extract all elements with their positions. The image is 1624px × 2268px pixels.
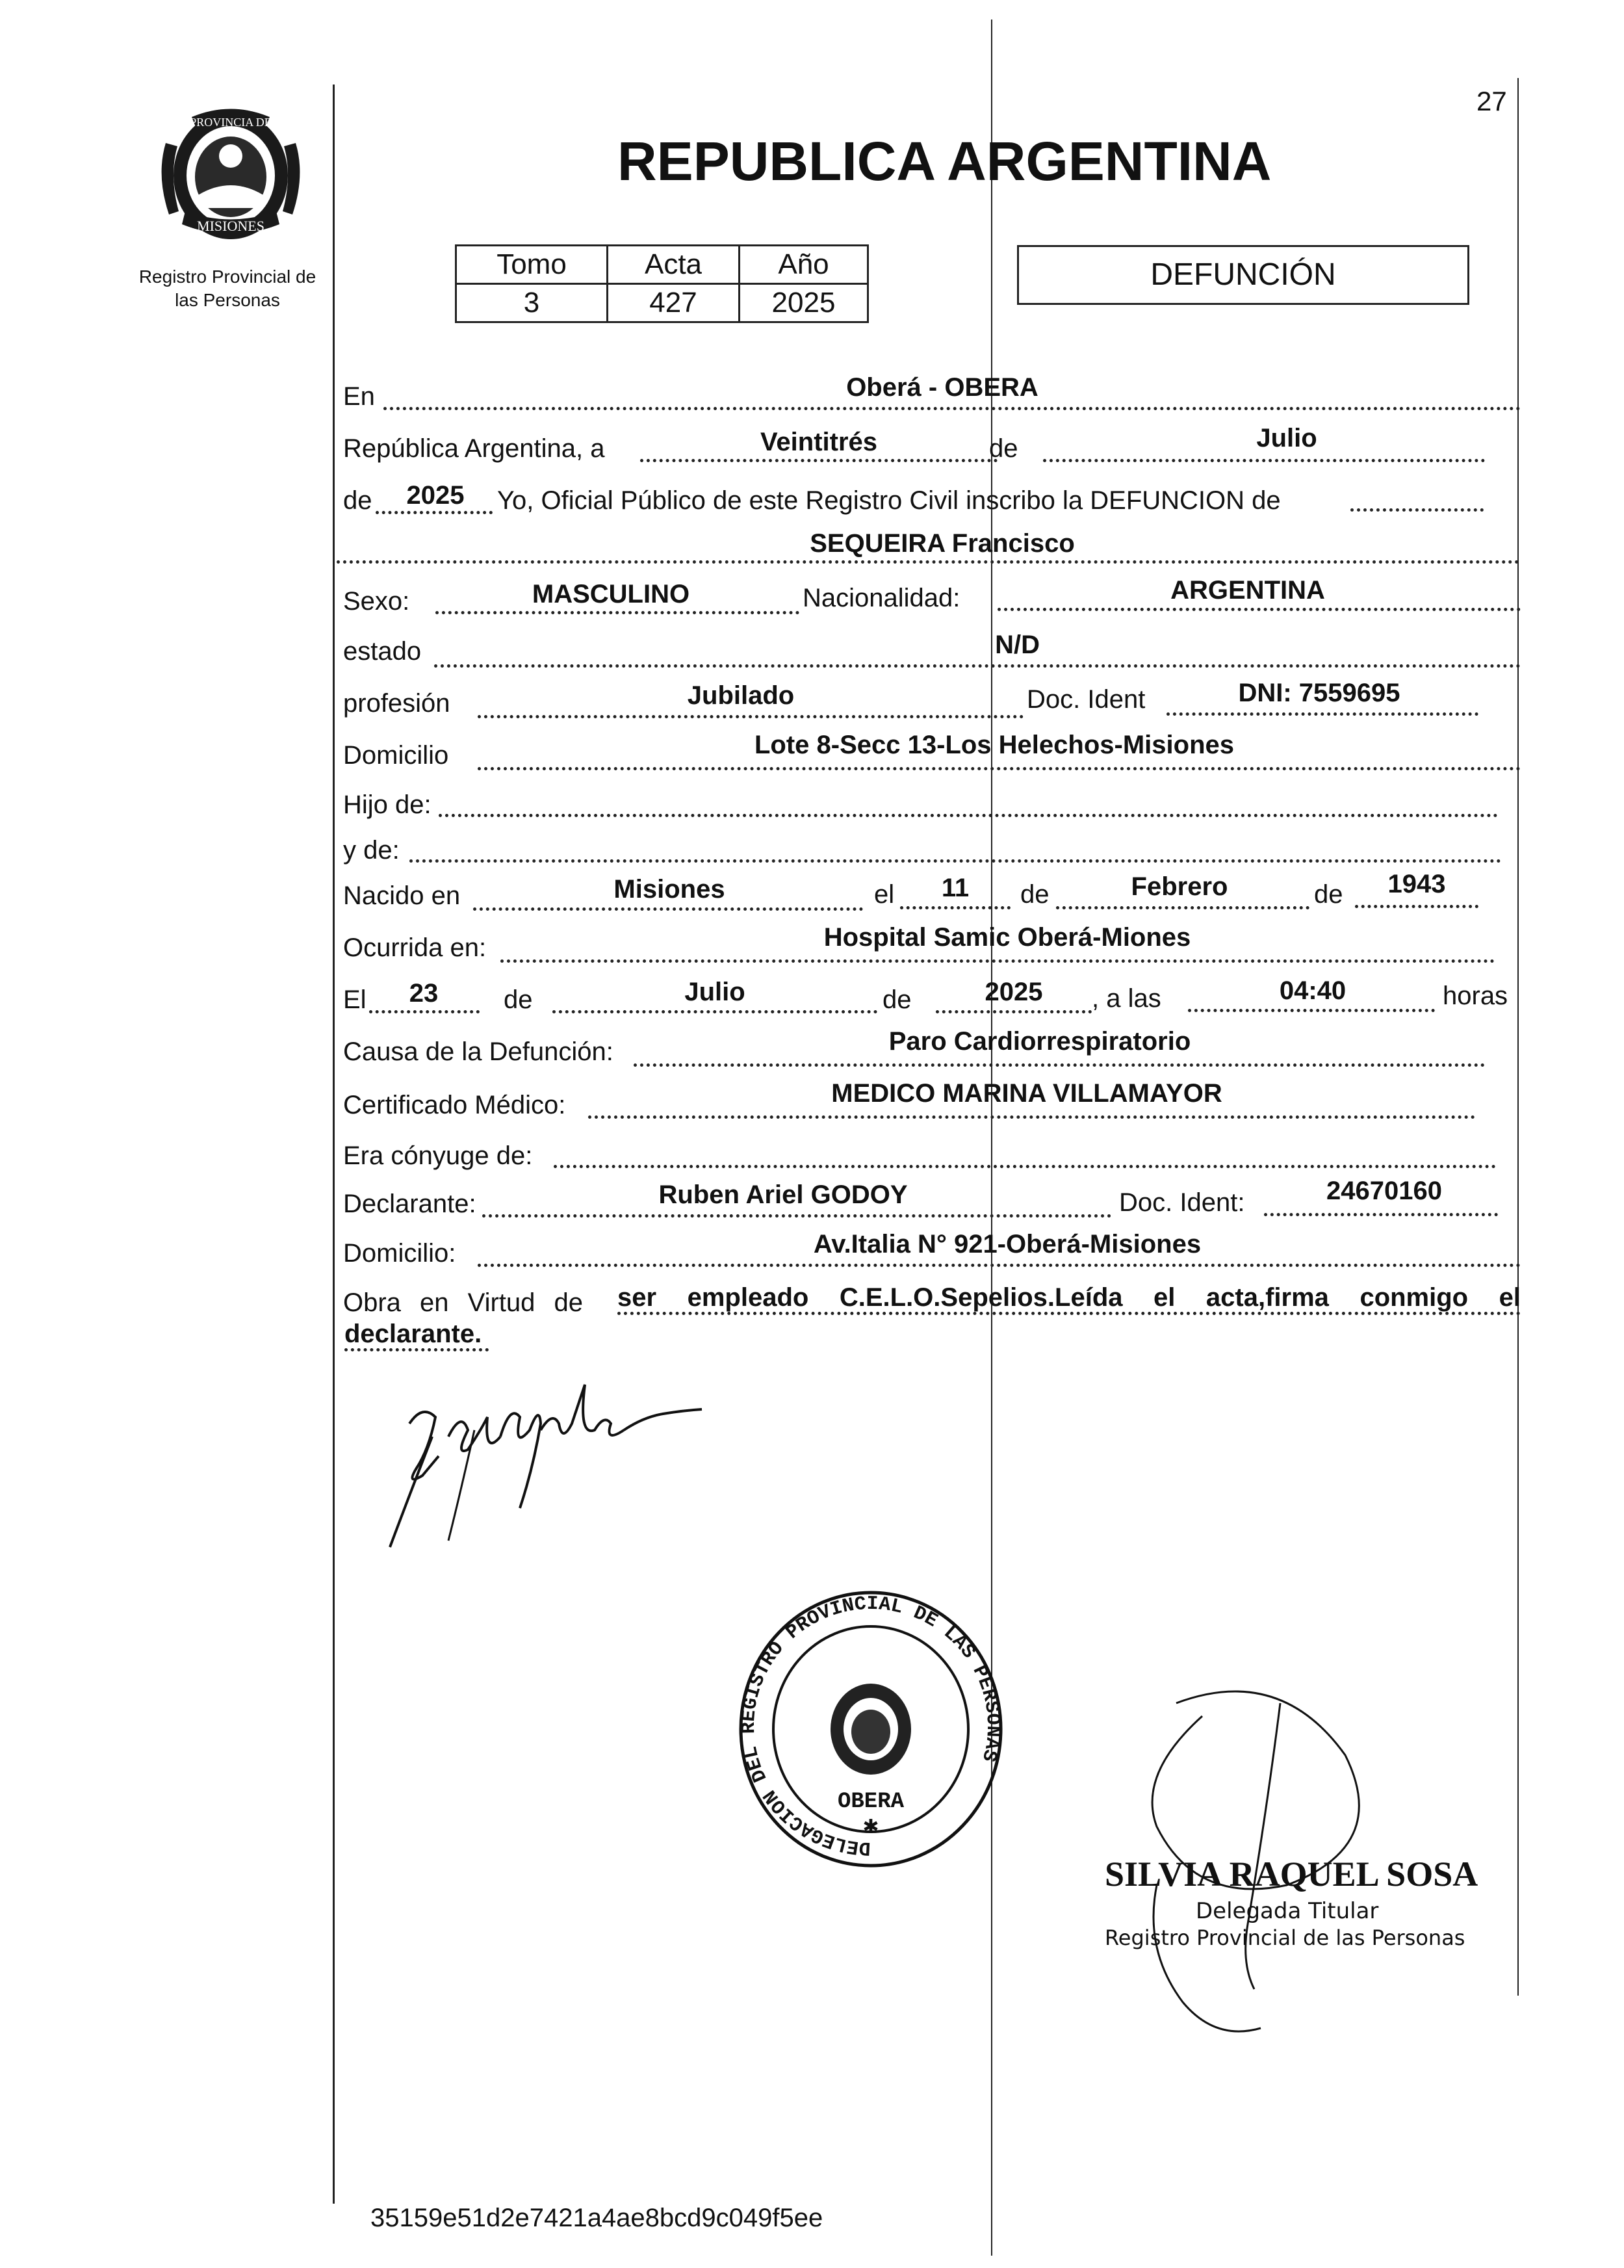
official-org: Registro Provincial de las Personas: [1105, 1925, 1465, 1950]
label-de-def-mes: de: [504, 985, 533, 1014]
document-hash: 35159e51d2e7421a4ae8bcd9c049f5ee: [370, 2204, 823, 2232]
value-anio: 2025: [406, 481, 465, 510]
value-nac-dia: 11: [941, 874, 970, 902]
dots-y-de: [409, 859, 1501, 863]
label-nacionalidad: Nacionalidad:: [803, 584, 960, 612]
label-el-nac: el: [874, 880, 895, 909]
label-el-def: El: [343, 985, 367, 1014]
label-de-anio: de: [343, 486, 372, 515]
tomo-header: Tomo: [456, 246, 608, 284]
value-causa: Paro Cardiorrespiratorio: [888, 1027, 1191, 1056]
value-nombre: SEQUEIRA Francisco: [810, 529, 1075, 558]
anio-header: Año: [740, 246, 868, 284]
label-en: En: [343, 382, 375, 411]
province-seal: [153, 104, 309, 247]
svg-text:PROVINCIA DE: PROVINCIA DE: [190, 116, 272, 129]
record-type-box: [1017, 245, 1469, 305]
dots-declarante: [482, 1214, 1111, 1218]
value-mes: Julio: [1256, 424, 1317, 452]
dots-sexo: [435, 611, 799, 614]
label-a-las: , a las: [1092, 984, 1161, 1013]
label-conyuge: Era cónyuge de:: [343, 1141, 533, 1170]
value-hora: 04:40: [1279, 976, 1347, 1005]
delegation-stamp: [734, 1586, 1007, 1872]
official-name: SILVIA RAQUEL SOSA: [1105, 1855, 1478, 1894]
page-number: 27: [1476, 86, 1507, 116]
label-republica: República Argentina, a: [343, 434, 605, 463]
dots-obra-line2: [344, 1348, 489, 1351]
dots-estado: [434, 664, 1521, 668]
tomo-value: 3: [456, 284, 608, 322]
label-domicilio: Domicilio: [343, 741, 449, 770]
label-nacido-en: Nacido en: [343, 881, 461, 910]
label-sexo: Sexo:: [343, 587, 410, 616]
dots-nacionalidad: [998, 608, 1521, 611]
right-margin-line: [1517, 78, 1519, 1996]
dots-def-mes: [552, 1010, 877, 1013]
dots-domicilio: [478, 767, 1521, 770]
value-declarante: Ruben Ariel GODOY: [658, 1180, 908, 1209]
org-name-line2: las Personas: [175, 290, 280, 310]
value-obra-line2: declarante.: [344, 1320, 482, 1348]
dots-yo: [1350, 508, 1484, 512]
page-title: REPUBLICA ARGENTINA: [617, 131, 1272, 192]
value-ocurrida-en: Hospital Samic Oberá-Miones: [823, 923, 1191, 952]
dots-def-dia: [369, 1010, 480, 1013]
value-lugar: Oberá - OBERA: [846, 373, 1038, 402]
dots-hora: [1188, 1009, 1435, 1012]
dots-dia: [640, 459, 998, 462]
value-sexo: MASCULINO: [532, 580, 690, 608]
official-title: Delegada Titular: [1196, 1898, 1379, 1924]
value-obra-line1: ser empleado C.E.L.O.Sepelios.Leída el acta,firma conmigo el: [617, 1283, 1521, 1312]
label-profesion: profesión: [343, 689, 450, 718]
value-dia: Veintitrés: [760, 428, 878, 456]
label-obra: Obra en Virtud de: [343, 1288, 584, 1317]
acta-value: 427: [608, 284, 740, 322]
dots-conyuge: [554, 1165, 1496, 1168]
value-def-dia: 23: [409, 979, 439, 1008]
label-domicilio2: Domicilio:: [343, 1239, 456, 1268]
value-declarante-doc: 24670160: [1326, 1177, 1442, 1205]
org-name-line1: Registro Provincial de: [138, 267, 316, 287]
label-de-mes: de: [989, 434, 1018, 463]
label-hijo-de: Hijo de:: [343, 790, 432, 819]
label-declarante: Declarante:: [343, 1190, 476, 1218]
svg-text:DELEGACION DEL REGISTRO PROVIN: DELEGACION DEL REGISTRO PROVINCIAL DE LAS PERSONAS: [738, 1593, 1004, 1859]
anio-value: 2025: [740, 284, 868, 322]
label-de-def-anio: de: [883, 985, 912, 1014]
center-fold-line: [991, 20, 992, 2256]
dots-nac-mes: [1056, 906, 1309, 909]
left-margin-line: [333, 85, 335, 2204]
value-certificado: MEDICO MARINA VILLAMAYOR: [831, 1079, 1222, 1108]
value-nacionalidad: ARGENTINA: [1170, 576, 1325, 605]
dots-doc: [1166, 712, 1478, 716]
record-type: DEFUNCIÓN: [1150, 257, 1336, 292]
value-profesion: Jubilado: [687, 681, 795, 710]
dots-certificado: [588, 1115, 1475, 1119]
label-doc-ident: Doc. Ident: [1027, 685, 1146, 714]
dots-mes: [1043, 459, 1485, 462]
svg-text:MISIONES: MISIONES: [197, 218, 264, 234]
label-yo: Yo, Oficial Público de este Registro Civil inscribo la DEFUNCION de: [497, 486, 1281, 515]
label-horas: horas: [1443, 982, 1508, 1010]
declarant-signature: [370, 1378, 708, 1567]
dots-profesion: [478, 715, 1024, 718]
svg-text:OBERA: OBERA: [837, 1790, 905, 1814]
acta-header: Acta: [608, 246, 740, 284]
dots-domicilio2: [478, 1264, 1521, 1267]
label-ocurrida-en: Ocurrida en:: [343, 933, 487, 962]
label-estado: estado: [343, 637, 422, 666]
dots-hijo-de: [439, 814, 1498, 817]
dots-declarante-doc: [1264, 1213, 1498, 1216]
dots-nacido-en: [473, 907, 863, 911]
dots-lugar: [383, 407, 1521, 410]
dots-anio: [376, 511, 493, 514]
label-de-nac-anio: de: [1314, 880, 1343, 909]
label-de-nac-mes: de: [1020, 880, 1050, 909]
dots-nac-anio: [1355, 905, 1478, 908]
record-table: [455, 244, 869, 323]
value-nacido-en: Misiones: [613, 875, 725, 904]
svg-text:✱: ✱: [862, 1816, 879, 1838]
dots-ocurrida-en: [500, 959, 1495, 963]
dots-obra: [617, 1312, 1521, 1315]
label-doc-ident2: Doc. Ident:: [1119, 1188, 1245, 1217]
value-nac-anio: 1943: [1387, 870, 1446, 898]
dots-causa: [634, 1063, 1485, 1067]
label-y-de: y de:: [343, 836, 400, 865]
value-estado: N/D: [995, 631, 1040, 659]
value-doc: DNI: 7559695: [1238, 679, 1400, 707]
value-def-anio: 2025: [985, 978, 1043, 1006]
value-declarante-domicilio: Av.Italia N° 921-Oberá-Misiones: [813, 1230, 1202, 1258]
value-nac-mes: Febrero: [1131, 872, 1228, 901]
value-def-mes: Julio: [684, 978, 745, 1006]
dots-nac-dia: [900, 906, 1011, 909]
label-causa: Causa de la Defunción:: [343, 1037, 613, 1066]
dots-def-anio: [936, 1010, 1092, 1013]
value-domicilio: Lote 8-Secc 13-Los Helechos-Misiones: [754, 731, 1234, 759]
dots-nombre: [337, 560, 1519, 564]
label-certificado: Certificado Médico:: [343, 1091, 566, 1119]
